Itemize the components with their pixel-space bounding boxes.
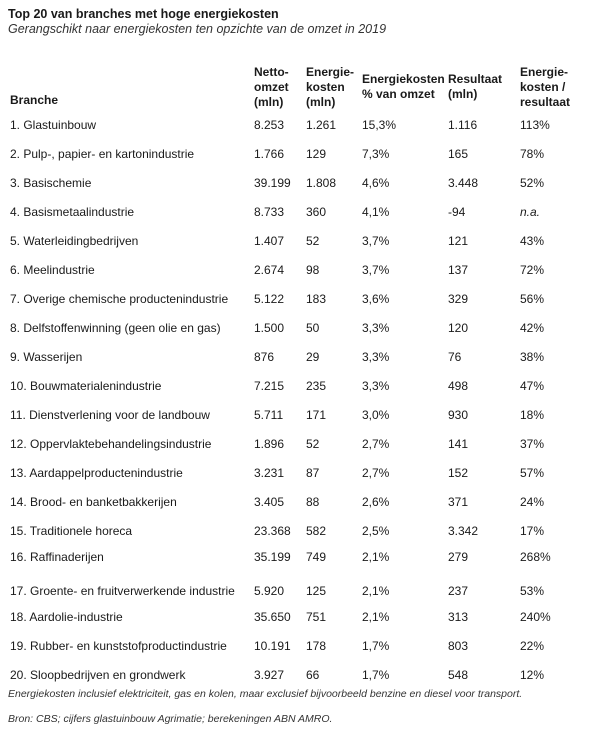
table-row <box>10 110 580 139</box>
cell-resultaat: -94 <box>448 204 466 219</box>
cell-kosten-resultaat: 22% <box>520 638 545 653</box>
cell-netto-omzet: 8.733 <box>254 204 285 219</box>
cell-netto-omzet: 5.711 <box>254 407 284 422</box>
table-row <box>10 400 580 429</box>
cell-kosten-resultaat: 24% <box>520 494 545 509</box>
energy-costs-table <box>10 48 580 689</box>
cell-netto-omzet: 1.407 <box>254 233 285 248</box>
cell-pct-omzet: 4,6% <box>362 175 390 190</box>
cell-netto-omzet: 35.199 <box>254 549 291 564</box>
cell-kosten-resultaat: 113% <box>520 117 550 132</box>
cell-branche: 20. Sloopbedrijven en grondwerk <box>10 667 186 682</box>
cell-resultaat: 120 <box>448 320 469 335</box>
cell-energiekosten: 360 <box>306 204 327 219</box>
table-row <box>10 545 580 568</box>
cell-branche: 12. Oppervlaktebehandelingsindustrie <box>10 436 212 451</box>
cell-resultaat: 141 <box>448 436 469 451</box>
cell-resultaat: 803 <box>448 638 469 653</box>
cell-pct-omzet: 3,7% <box>362 262 390 277</box>
cell-kosten-resultaat: 38% <box>520 349 545 364</box>
cell-resultaat: 548 <box>448 667 469 682</box>
cell-pct-omzet: 3,7% <box>362 233 390 248</box>
cell-netto-omzet: 7.215 <box>254 378 285 393</box>
cell-pct-omzet: 7,3% <box>362 146 390 161</box>
cell-pct-omzet: 1,7% <box>362 638 390 653</box>
cell-resultaat: 498 <box>448 378 469 393</box>
cell-branche: 10. Bouwmaterialenindustrie <box>10 378 162 393</box>
cell-pct-omzet: 1,7% <box>362 667 390 682</box>
cell-energiekosten: 751 <box>306 609 327 624</box>
table-row <box>10 255 580 284</box>
header-line: (mln) <box>306 95 336 109</box>
cell-netto-omzet: 35.650 <box>254 609 291 624</box>
definition-note: Energiekosten inclusief elektriciteit, gas en kolen, maar exclusief bijvoorbeeld benzine en diesel voor transport. <box>8 688 523 700</box>
cell-pct-omzet: 2,6% <box>362 494 390 509</box>
cell-energiekosten: 66 <box>306 667 320 682</box>
cell-pct-omzet: 3,0% <box>362 407 390 422</box>
cell-branche: 7. Overige chemische productenindustrie <box>10 291 229 306</box>
table-row <box>10 458 580 487</box>
cell-energiekosten: 50 <box>306 320 320 335</box>
table-body <box>10 110 580 689</box>
cell-netto-omzet: 10.191 <box>254 638 291 653</box>
cell-branche: 2. Pulp-, papier- en kartonindustrie <box>10 146 195 161</box>
table-row <box>10 602 580 631</box>
cell-netto-omzet: 3.927 <box>254 667 285 682</box>
header-line: (mln) <box>254 95 284 109</box>
cell-energiekosten: 1.261 <box>306 117 337 132</box>
table-row <box>10 197 580 226</box>
source-note: Bron: CBS; cijfers glastuinbouw Agrimatie; berekeningen ABN AMRO. <box>8 713 333 725</box>
cell-resultaat: 121 <box>448 233 469 248</box>
cell-kosten-resultaat: 12% <box>520 667 545 682</box>
cell-pct-omzet: 2,1% <box>362 549 390 564</box>
cell-energiekosten: 749 <box>306 549 327 564</box>
cell-energiekosten: 1.808 <box>306 175 337 190</box>
cell-kosten-resultaat: 42% <box>520 320 545 335</box>
header-line: kosten <box>306 80 345 94</box>
cell-branche: 13. Aardappelproductenindustrie <box>10 465 183 480</box>
cell-branche: 18. Aardolie-industrie <box>10 609 123 624</box>
header-pct-omzet <box>362 48 448 110</box>
table-row <box>10 429 580 458</box>
cell-kosten-resultaat: 78% <box>520 146 545 161</box>
cell-pct-omzet: 2,1% <box>362 584 390 598</box>
cell-branche: 6. Meelindustrie <box>10 262 95 277</box>
header-line: Energiekosten <box>362 72 445 86</box>
cell-pct-omzet: 3,3% <box>362 320 390 335</box>
cell-branche: 16. Raffinaderijen <box>10 549 104 564</box>
cell-resultaat: 1.116 <box>448 117 478 132</box>
cell-kosten-resultaat: 18% <box>520 407 545 422</box>
cell-resultaat: 237 <box>448 584 469 598</box>
table-row <box>10 139 580 168</box>
cell-kosten-resultaat: 53% <box>520 584 545 598</box>
header-line: Branche <box>10 93 59 107</box>
cell-netto-omzet: 2.674 <box>254 262 285 277</box>
table-row <box>10 342 580 371</box>
table-row <box>10 487 580 516</box>
cell-energiekosten: 582 <box>306 523 327 538</box>
cell-branche: 5. Waterleidingbedrijven <box>10 233 139 248</box>
table-row <box>10 631 580 660</box>
cell-energiekosten: 29 <box>306 349 320 364</box>
cell-energiekosten: 88 <box>306 494 320 509</box>
cell-netto-omzet: 39.199 <box>254 175 291 190</box>
header-line: Energie- <box>306 65 355 79</box>
cell-kosten-resultaat: 72% <box>520 262 545 277</box>
table-row <box>10 284 580 313</box>
table-row <box>10 168 580 197</box>
cell-kosten-resultaat: 43% <box>520 233 545 248</box>
header-line: % van omzet <box>362 87 435 101</box>
cell-energiekosten: 98 <box>306 262 320 277</box>
header-branche <box>10 48 254 110</box>
table-title: Top 20 van branches met hoge energiekosten <box>8 7 279 21</box>
table-row <box>10 660 580 689</box>
cell-netto-omzet: 3.405 <box>254 494 285 509</box>
cell-energiekosten: 87 <box>306 465 320 480</box>
cell-resultaat: 3.448 <box>448 175 479 190</box>
cell-netto-omzet: 1.766 <box>254 146 285 161</box>
cell-pct-omzet: 15,3% <box>362 117 397 132</box>
cell-netto-omzet: 23.368 <box>254 523 291 538</box>
header-line: kosten / <box>520 80 566 94</box>
header-line: Energie- <box>520 65 569 79</box>
header-row <box>10 48 580 110</box>
cell-energiekosten: 129 <box>306 146 327 161</box>
cell-energiekosten: 171 <box>306 407 327 422</box>
table-row <box>10 371 580 400</box>
cell-branche: 19. Rubber- en kunststofproductindustrie <box>10 638 227 653</box>
cell-pct-omzet: 3,6% <box>362 291 390 306</box>
cell-branche: 3. Basischemie <box>10 175 92 190</box>
table-row <box>10 313 580 342</box>
cell-pct-omzet: 2,1% <box>362 609 390 624</box>
header-line: (mln) <box>448 87 478 101</box>
cell-netto-omzet: 1.500 <box>254 320 285 335</box>
table-row <box>10 516 580 545</box>
cell-resultaat: 165 <box>448 146 469 161</box>
cell-kosten-resultaat: 56% <box>520 291 545 306</box>
cell-kosten-resultaat: 52% <box>520 175 545 190</box>
cell-energiekosten: 125 <box>306 584 327 598</box>
cell-branche: 8. Delfstoffenwinning (geen olie en gas) <box>10 320 221 335</box>
cell-resultaat: 76 <box>448 349 462 364</box>
cell-netto-omzet: 3.231 <box>254 465 285 480</box>
cell-branche: 1. Glastuinbouw <box>10 117 97 132</box>
cell-pct-omzet: 2,5% <box>362 523 390 538</box>
cell-resultaat: 313 <box>448 609 469 624</box>
cell-netto-omzet: 5.122 <box>254 291 285 306</box>
cell-branche: 4. Basismetaalindustrie <box>10 204 135 219</box>
header-resultaat <box>448 48 520 110</box>
cell-kosten-resultaat: 47% <box>520 378 545 393</box>
header-line: omzet <box>254 80 289 94</box>
cell-branche: 15. Traditionele horeca <box>10 523 133 538</box>
cell-resultaat: 279 <box>448 549 469 564</box>
cell-resultaat: 329 <box>448 291 469 306</box>
cell-pct-omzet: 2,7% <box>362 436 390 451</box>
cell-kosten-resultaat: 37% <box>520 436 545 451</box>
table-subtitle: Gerangschikt naar energiekosten ten opzichte van de omzet in 2019 <box>8 22 387 36</box>
cell-energiekosten: 52 <box>306 233 320 248</box>
cell-netto-omzet: 876 <box>254 349 275 364</box>
cell-netto-omzet: 8.253 <box>254 117 285 132</box>
cell-pct-omzet: 2,7% <box>362 465 390 480</box>
cell-resultaat: 930 <box>448 407 469 422</box>
cell-energiekosten: 52 <box>306 436 320 451</box>
cell-kosten-resultaat: n.a. <box>520 204 541 219</box>
cell-energiekosten: 178 <box>306 638 327 653</box>
table-row <box>10 226 580 255</box>
cell-netto-omzet: 5.920 <box>254 584 285 598</box>
cell-resultaat: 371 <box>448 494 469 509</box>
header-kosten-resultaat <box>520 48 580 110</box>
cell-branche: 14. Brood- en banketbakkerijen <box>10 494 177 509</box>
header-line: Resultaat <box>448 72 503 86</box>
header-energiekosten <box>306 48 362 110</box>
cell-resultaat: 152 <box>448 465 469 480</box>
cell-kosten-resultaat: 57% <box>520 465 545 480</box>
cell-energiekosten: 235 <box>306 378 327 393</box>
cell-energiekosten: 183 <box>306 291 327 306</box>
cell-pct-omzet: 3,3% <box>362 349 390 364</box>
cell-pct-omzet: 4,1% <box>362 204 390 219</box>
cell-branche: 11. Dienstverlening voor de landbouw <box>10 407 210 422</box>
cell-resultaat: 137 <box>448 262 469 277</box>
header-line: Netto- <box>254 65 289 79</box>
table-row <box>10 568 580 602</box>
cell-netto-omzet: 1.896 <box>254 436 285 451</box>
header-netto-omzet <box>254 48 306 110</box>
cell-kosten-resultaat: 240% <box>520 609 551 624</box>
cell-kosten-resultaat: 268% <box>520 549 551 564</box>
cell-pct-omzet: 3,3% <box>362 378 390 393</box>
header-line: resultaat <box>520 95 571 109</box>
cell-kosten-resultaat: 17% <box>520 523 545 538</box>
cell-resultaat: 3.342 <box>448 523 479 538</box>
cell-branche: 17. Groente- en fruitverwerkende industrie <box>10 584 235 598</box>
cell-branche: 9. Wasserijen <box>10 349 83 364</box>
